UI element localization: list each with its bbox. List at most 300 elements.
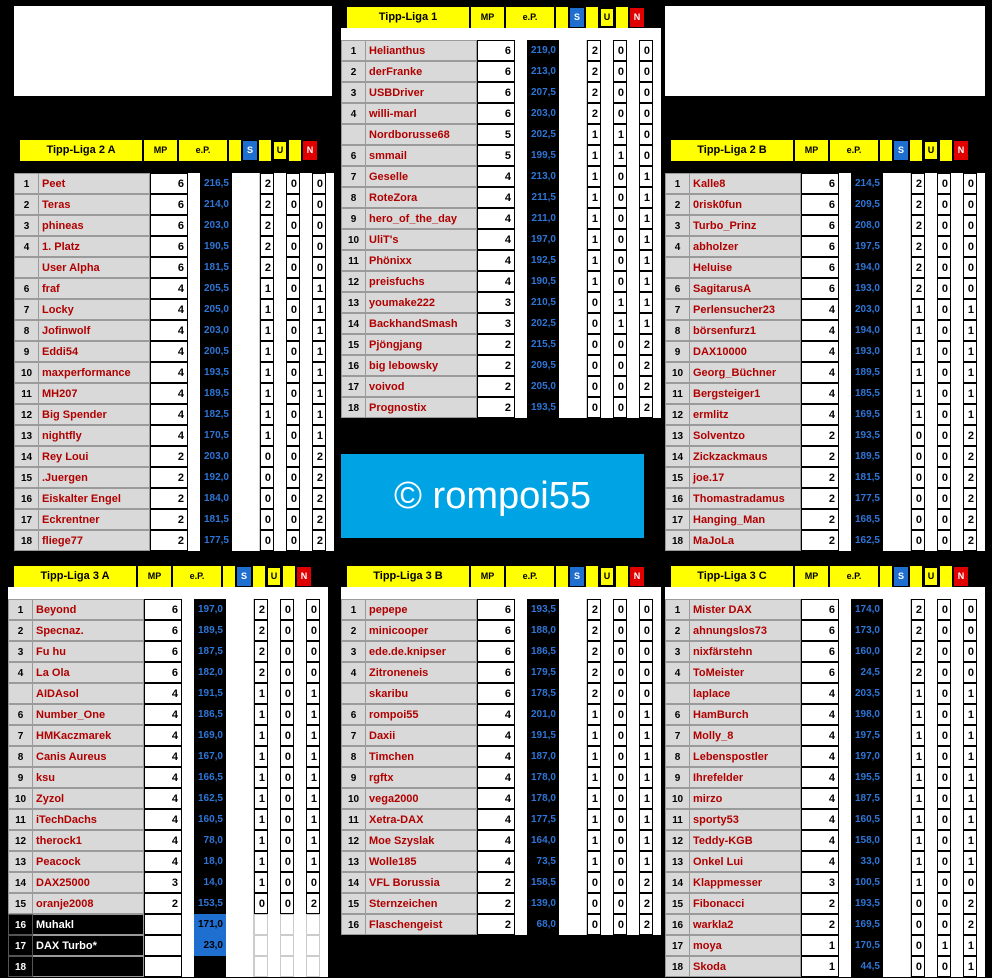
points-cell: 1 [801,935,839,956]
spacer [925,788,937,809]
spacer [559,313,587,334]
extra-points-cell: 197,5 [851,236,883,257]
rank-cell: 12 [341,271,366,292]
spacer [627,767,639,788]
spacer [839,173,851,194]
points-cell: 6 [801,257,839,278]
table-row [665,404,985,425]
extra-points-cell: 181,5 [200,509,232,530]
wins-cell: 0 [587,292,601,313]
losses-cell: 1 [639,313,653,334]
wins-cell: 1 [911,851,925,872]
losses-cell: 0 [639,662,653,683]
draws-cell: 0 [937,509,951,530]
spacer [300,383,312,404]
column-header-mp: MP [471,7,504,28]
spacer [627,914,639,935]
spacer [839,425,851,446]
table-row [14,488,334,509]
spacer [559,788,587,809]
spacer [274,173,286,194]
table-row [341,830,661,851]
wins-cell [254,935,268,956]
spacer [515,376,527,397]
spacer [951,746,963,767]
spacer [601,103,613,124]
player-name: fliege77 [39,530,150,551]
points-cell: 4 [477,208,515,229]
spacer [627,683,639,704]
spacer [601,187,613,208]
losses-cell: 1 [306,746,320,767]
losses-cell: 2 [963,914,977,935]
spacer [601,250,613,271]
player-name: AIDAsol [33,683,144,704]
spacer [515,145,527,166]
draws-cell: 0 [613,599,627,620]
extra-points-cell: 202,5 [527,313,559,334]
table-row [341,746,661,767]
wins-cell: 2 [587,40,601,61]
spacer [951,320,963,341]
extra-points-cell: 73,5 [527,851,559,872]
player-name: SagitarusA [690,278,801,299]
spacer [515,599,527,620]
spacer [883,788,911,809]
spacer [925,488,937,509]
spacer [515,61,527,82]
points-cell: 2 [150,467,188,488]
spacer [925,425,937,446]
player-name: pepepe [366,599,477,620]
spacer [559,872,587,893]
spacer [515,683,527,704]
rank-cell: 7 [341,725,366,746]
spacer [627,166,639,187]
spacer [232,299,260,320]
player-name: Geselle [366,166,477,187]
spacer [951,257,963,278]
extra-points-cell: 191,5 [194,683,226,704]
rank-cell: 15 [665,893,690,914]
table-row [8,956,328,977]
losses-cell: 0 [963,872,977,893]
player-name: MaJoLa [690,530,801,551]
spacer [300,488,312,509]
wins-cell: 0 [911,467,925,488]
draws-cell: 0 [937,194,951,215]
draws-cell: 0 [937,236,951,257]
spacer [268,767,280,788]
points-cell: 6 [477,662,515,683]
wins-cell: 2 [254,641,268,662]
watermark-banner: © rompoi55 [341,454,644,538]
losses-cell: 1 [963,956,977,977]
spacer [188,299,200,320]
draws-cell: 0 [937,788,951,809]
rank-cell: 5 [8,683,33,704]
player-name: ksu [33,767,144,788]
spacer [300,530,312,551]
spacer [839,914,851,935]
spacer [601,725,613,746]
header-gap [14,161,334,173]
draws-cell: 0 [280,893,294,914]
extra-points-cell: 214,5 [851,173,883,194]
losses-cell: 2 [963,530,977,551]
spacer [226,809,254,830]
rank-cell: 13 [665,851,690,872]
rank-cell: 4 [341,103,366,124]
table-row [665,956,985,977]
wins-cell: 1 [587,788,601,809]
spacer [925,599,937,620]
header-gap [665,161,985,173]
wins-cell: 1 [911,746,925,767]
table-row [665,683,985,704]
spacer [226,851,254,872]
losses-cell: 0 [639,599,653,620]
losses-cell: 2 [639,872,653,893]
points-cell: 4 [477,788,515,809]
player-name: Moe Szyslak [366,830,477,851]
extra-points-cell [194,956,226,977]
points-cell: 4 [144,830,182,851]
extra-points-cell: 189,5 [851,446,883,467]
rank-cell: 5 [14,257,39,278]
spacer [182,599,194,620]
league-table-2b [665,140,985,551]
extra-points-cell: 160,0 [851,641,883,662]
table-row [665,530,985,551]
draws-cell: 0 [937,320,951,341]
spacer [883,362,911,383]
losses-cell: 1 [963,404,977,425]
wins-cell: 2 [911,215,925,236]
column-header-u: U [600,567,614,586]
rank-cell: 2 [341,61,366,82]
extra-points-cell: 178,0 [527,788,559,809]
column-header-s: S [243,141,257,160]
rank-cell: 13 [14,425,39,446]
spacer [601,830,613,851]
spacer [839,809,851,830]
player-name: nightfly [39,425,150,446]
rank-cell: 2 [665,194,690,215]
points-cell: 6 [477,82,515,103]
spacer [627,830,639,851]
losses-cell: 1 [963,767,977,788]
spacer [515,355,527,376]
rank-cell: 15 [8,893,33,914]
player-name: Beyond [33,599,144,620]
wins-cell: 1 [587,704,601,725]
table-row [341,725,661,746]
spacer [515,82,527,103]
column-header-n: N [630,8,644,27]
losses-cell: 0 [963,215,977,236]
wins-cell: 2 [911,257,925,278]
spacer [559,145,587,166]
losses-cell: 2 [639,334,653,355]
spacer [559,620,587,641]
points-cell: 4 [801,383,839,404]
draws-cell: 0 [937,851,951,872]
rank-cell: 18 [665,530,690,551]
losses-cell: 1 [639,830,653,851]
table-row [8,809,328,830]
draws-cell [280,935,294,956]
header-spacer [880,140,892,161]
points-cell: 4 [801,746,839,767]
wins-cell: 0 [587,334,601,355]
points-cell [144,935,182,956]
table-row [665,194,985,215]
table-row [665,767,985,788]
draws-cell: 0 [613,641,627,662]
table-row [14,530,334,551]
wins-cell: 2 [911,641,925,662]
rank-cell: 3 [341,641,366,662]
spacer [839,194,851,215]
wins-cell: 1 [587,271,601,292]
losses-cell: 2 [312,446,326,467]
column-header-s: S [570,567,584,586]
spacer [188,194,200,215]
table-row [665,215,985,236]
spacer [232,278,260,299]
points-cell: 2 [477,893,515,914]
losses-cell: 1 [306,704,320,725]
player-name: Wolle185 [366,851,477,872]
extra-points-cell: 193,5 [527,397,559,418]
extra-points-cell: 193,5 [851,425,883,446]
draws-cell: 0 [613,61,627,82]
losses-cell: 0 [639,145,653,166]
points-cell: 3 [801,872,839,893]
draws-cell: 0 [613,767,627,788]
wins-cell: 1 [254,704,268,725]
draws-cell: 0 [286,383,300,404]
spacer [951,935,963,956]
spacer [883,893,911,914]
spacer [226,830,254,851]
spacer [515,830,527,851]
table-row [665,872,985,893]
column-header-ep: e.P. [506,7,554,28]
spacer [182,935,194,956]
spacer [182,851,194,872]
draws-cell: 0 [286,467,300,488]
rank-cell: 17 [665,509,690,530]
spacer [182,893,194,914]
player-name: mirzo [690,788,801,809]
extra-points-cell: 167,0 [194,746,226,767]
spacer [925,872,937,893]
table-row [341,229,661,250]
wins-cell: 1 [911,767,925,788]
rank-cell: 11 [665,809,690,830]
points-cell: 6 [801,641,839,662]
player-name: Pjöngjang [366,334,477,355]
draws-cell: 0 [613,250,627,271]
spacer [627,872,639,893]
wins-cell: 1 [254,683,268,704]
rank-cell: 10 [665,788,690,809]
spacer [515,334,527,355]
wins-cell: 1 [260,383,274,404]
wins-cell: 2 [260,257,274,278]
extra-points-cell: 170,5 [851,935,883,956]
header-gap [8,587,328,599]
rank-cell: 18 [8,956,33,977]
wins-cell: 1 [911,383,925,404]
draws-cell: 0 [286,257,300,278]
spacer [274,299,286,320]
draws-cell: 0 [613,872,627,893]
spacer [274,320,286,341]
rank-cell: 9 [14,341,39,362]
rank-cell: 1 [341,40,366,61]
player-name: Specnaz. [33,620,144,641]
table-row [341,397,661,418]
spacer [839,725,851,746]
wins-cell: 1 [587,229,601,250]
header-gap [341,28,661,40]
table-row [14,404,334,425]
league-header [665,140,985,161]
table-row [8,746,328,767]
draws-cell: 0 [937,746,951,767]
extra-points-cell: 213,0 [527,166,559,187]
points-cell: 6 [801,173,839,194]
wins-cell: 0 [260,446,274,467]
draws-cell: 0 [937,299,951,320]
wins-cell: 2 [587,620,601,641]
spacer [627,599,639,620]
spacer [839,662,851,683]
rank-cell: 14 [341,313,366,334]
draws-cell: 0 [280,620,294,641]
spacer [839,767,851,788]
wins-cell: 1 [254,809,268,830]
spacer [300,257,312,278]
losses-cell: 0 [639,641,653,662]
points-cell: 4 [801,725,839,746]
rank-cell: 5 [341,683,366,704]
draws-cell: 0 [613,208,627,229]
table-row [8,620,328,641]
points-cell: 3 [477,313,515,334]
player-name: VFL Borussia [366,872,477,893]
draws-cell: 0 [937,362,951,383]
player-name: Onkel Lui [690,851,801,872]
extra-points-cell: 187,5 [194,641,226,662]
spacer [925,194,937,215]
spacer [274,530,286,551]
extra-points-cell: 197,0 [194,599,226,620]
draws-cell: 0 [613,788,627,809]
spacer [559,725,587,746]
spacer [294,620,306,641]
table-row [8,767,328,788]
player-name: therock1 [33,830,144,851]
header-spacer [616,7,628,28]
header-spacer [616,566,628,587]
rank-cell: 13 [665,425,690,446]
player-name: Phönixx [366,250,477,271]
spacer [226,704,254,725]
league-header [665,566,985,587]
spacer [951,341,963,362]
extra-points-cell: 192,5 [527,250,559,271]
spacer [627,187,639,208]
spacer [274,278,286,299]
wins-cell: 1 [254,767,268,788]
extra-points-cell: 166,5 [194,767,226,788]
player-name: MH207 [39,383,150,404]
spacer [188,320,200,341]
draws-cell: 0 [286,488,300,509]
spacer [627,704,639,725]
player-name: sporty53 [690,809,801,830]
table-row [665,746,985,767]
wins-cell: 1 [587,746,601,767]
extra-points-cell: 169,5 [851,404,883,425]
extra-points-cell: 205,0 [200,299,232,320]
header-spacer [259,140,271,161]
points-cell: 4 [150,362,188,383]
player-name: Fu hu [33,641,144,662]
rank-cell: 1 [665,173,690,194]
draws-cell: 0 [937,662,951,683]
spacer [294,935,306,956]
extra-points-cell: 188,0 [527,620,559,641]
table-row [341,250,661,271]
table-row [341,187,661,208]
draws-cell: 0 [280,809,294,830]
player-name: preisfuchs [366,271,477,292]
spacer [883,194,911,215]
spacer [226,788,254,809]
player-name: Molly_8 [690,725,801,746]
losses-cell: 1 [963,383,977,404]
extra-points-cell: 203,0 [200,215,232,236]
column-header-s: S [894,567,908,586]
losses-cell: 0 [312,236,326,257]
spacer [839,404,851,425]
extra-points-cell: 216,5 [200,173,232,194]
player-name: Timchen [366,746,477,767]
spacer [232,446,260,467]
spacer [274,194,286,215]
spacer [627,893,639,914]
player-name: Rey Loui [39,446,150,467]
table-row [8,788,328,809]
points-cell: 4 [150,278,188,299]
draws-cell: 0 [937,683,951,704]
losses-cell: 1 [312,341,326,362]
points-cell: 4 [801,704,839,725]
spacer [232,404,260,425]
table-row [341,334,661,355]
wins-cell: 0 [254,893,268,914]
spacer [925,704,937,725]
table-row [14,278,334,299]
table-row [665,935,985,956]
rank-cell: 8 [341,187,366,208]
points-cell: 6 [801,620,839,641]
